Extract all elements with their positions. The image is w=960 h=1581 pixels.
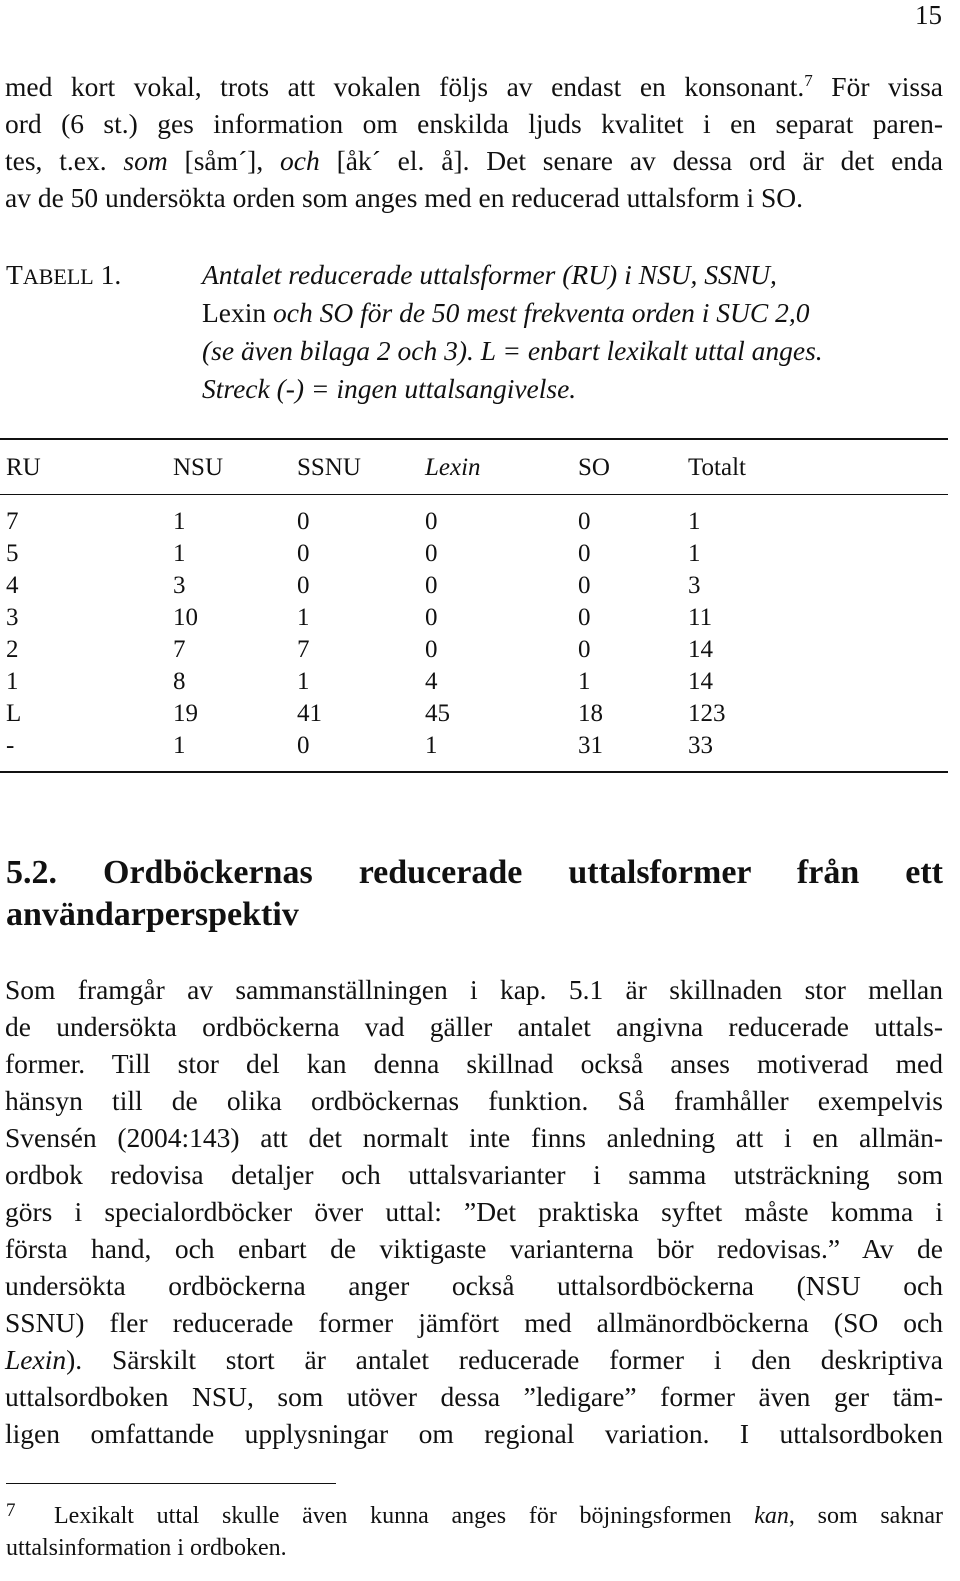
intro-word-och: och xyxy=(280,145,320,176)
intro-line-3-a: tes, t.ex. xyxy=(5,145,124,176)
section-heading xyxy=(6,852,943,936)
table-row xyxy=(6,602,808,634)
table-cell: 1 xyxy=(6,668,19,695)
body-line: Som framgår av sammanställningen i kap. 5.1 är skillnaden stor mellan xyxy=(5,974,943,1005)
body-line: undersökta ordböckerna anger också uttalsordböckerna (NSU och xyxy=(5,1270,943,1301)
footnote-separator xyxy=(6,1483,336,1484)
table-cell: 5 xyxy=(6,540,19,567)
table-header-rule xyxy=(0,494,948,495)
table-row xyxy=(6,666,808,698)
table-cell: 3 xyxy=(173,572,186,599)
table-caption xyxy=(202,256,942,408)
table-cell: 7 xyxy=(173,636,186,663)
body-line: Svensén (2004:143) att det normalt inte finns anledning att i en allmän- xyxy=(5,1122,943,1153)
table-cell: 19 xyxy=(173,700,198,727)
footnote-line-1 xyxy=(54,1500,943,1532)
caption-line-1: Antalet reducerade uttalsformer (RU) i NSU, SSNU, xyxy=(202,259,777,290)
table-cell: 3 xyxy=(6,604,19,631)
body-line: ordbok redovisa detaljer och uttalsvarianter i samma utsträckning som xyxy=(5,1159,943,1190)
data-table-body xyxy=(6,506,808,762)
table-cell: 1 xyxy=(297,668,310,695)
footnote-line-1-a: Lexikalt uttal skulle även kunna anges för böjningsformen xyxy=(54,1503,755,1529)
body-line-11-rest: ). Särskilt stort är antalet reducerade former i den deskriptiva xyxy=(66,1344,943,1375)
page-number: 15 xyxy=(915,0,942,30)
table-caption-label xyxy=(6,256,121,295)
intro-line-2: ord (6 st.) ges information om enskilda ljuds kvalitet i en separat paren- xyxy=(5,108,943,139)
body-line: de undersökta ordböckerna vad gäller antalet angivna reducerade uttals- xyxy=(5,1011,943,1042)
table-cell: 1 xyxy=(173,540,186,567)
header-so: SO xyxy=(578,454,610,481)
table-row xyxy=(6,698,808,730)
intro-line-4: av de 50 undersökta orden som anges med en reducerad uttalsform i SO. xyxy=(5,182,804,213)
header-totalt: Totalt xyxy=(688,454,746,481)
table-cell: 1 xyxy=(173,508,186,535)
footnote xyxy=(6,1500,943,1564)
table-cell: 0 xyxy=(578,572,591,599)
intro-paragraph xyxy=(5,68,943,216)
table-row xyxy=(6,570,808,602)
intro-line-3-c: [åk´ el. å]. Det senare av dessa ord är det enda xyxy=(319,145,943,176)
table-cell: 1 xyxy=(297,604,310,631)
caption-line-2-rest: och SO för de 50 mest frekventa orden i SUC 2,0 xyxy=(266,297,810,328)
table-cell: 2 xyxy=(6,636,19,663)
table-cell: 0 xyxy=(297,572,310,599)
table-row xyxy=(6,538,808,570)
table-cell: 33 xyxy=(688,732,713,759)
data-table xyxy=(6,452,808,484)
intro-line-3 xyxy=(5,142,943,179)
footnote-number: 7 xyxy=(6,1500,16,1521)
intro-line-3-b: [såm´], xyxy=(167,145,281,176)
body-line: SSNU) fler reducerade former jämfört med allmänordböckerna (SO och xyxy=(5,1307,943,1338)
body-line: uttalsordboken NSU, som utöver dessa ”ledigare” former även ger täm- xyxy=(5,1381,943,1412)
table-cell: 14 xyxy=(688,636,713,663)
body-line xyxy=(5,1341,943,1378)
table-cell: 0 xyxy=(425,636,438,663)
body-word-lexin: Lexin xyxy=(5,1344,67,1375)
table-cell: 123 xyxy=(688,700,726,727)
table-cell: 31 xyxy=(578,732,603,759)
table-cell: 1 xyxy=(425,732,438,759)
intro-line-1-text: med kort vokal, trots att vokalen följs av endast en konsonant. xyxy=(5,71,805,102)
table-cell: 0 xyxy=(578,540,591,567)
heading-line-2: användarperspektiv xyxy=(6,896,299,933)
footnote-line-1-b: , som saknar xyxy=(788,1503,943,1529)
caption-label-number: 1. xyxy=(93,259,122,290)
caption-line-3: (se även bilaga 2 och 3). L = enbart lexikalt uttal anges. xyxy=(202,335,823,366)
table-cell: 11 xyxy=(688,604,713,631)
table-cell: 8 xyxy=(173,668,186,695)
table-cell: 0 xyxy=(578,604,591,631)
table-cell: 0 xyxy=(425,508,438,535)
caption-line-2 xyxy=(202,294,942,332)
table-header-row xyxy=(6,452,808,484)
table-cell: 1 xyxy=(173,732,186,759)
table-cell: 3 xyxy=(688,572,701,599)
table-cell: 0 xyxy=(297,540,310,567)
table-top-rule xyxy=(0,438,948,440)
table-cell: 1 xyxy=(578,668,591,695)
table-cell: L xyxy=(6,700,22,727)
table-row xyxy=(6,506,808,538)
table-cell: - xyxy=(6,732,15,759)
table-cell: 0 xyxy=(578,508,591,535)
table-cell: 4 xyxy=(425,668,438,695)
table-cell: 0 xyxy=(425,604,438,631)
table-cell: 41 xyxy=(297,700,322,727)
table-cell: 7 xyxy=(297,636,310,663)
table-cell: 7 xyxy=(6,508,19,535)
body-line: görs i specialordböcker över uttal: ”Det praktiska syftet måste komma i xyxy=(5,1196,943,1227)
caption-word-lexin: Lexin xyxy=(202,297,267,328)
table-cell: 18 xyxy=(578,700,603,727)
body-paragraph xyxy=(5,971,943,1452)
caption-line-4: Streck (-) = ingen uttalsangivelse. xyxy=(202,373,577,404)
body-line: former. Till stor del kan denna skillnad också anses motiverad med xyxy=(5,1048,943,1079)
header-ssnu: SSNU xyxy=(297,454,361,481)
footnote-line-2: uttalsinformation i ordboken. xyxy=(6,1535,287,1561)
table-bottom-rule xyxy=(0,771,948,773)
body-line: ligen omfattande upplysningar om regional variation. I uttalsordboken xyxy=(5,1418,943,1449)
table-cell: 0 xyxy=(425,540,438,567)
body-line: första hand, och enbart de viktigaste varianterna bör redovisas.” Av de xyxy=(5,1233,943,1264)
heading-line-1: 5.2. Ordböckernas reducerade uttalsformer från ett xyxy=(6,854,943,891)
table-cell: 14 xyxy=(688,668,713,695)
table-cell: 10 xyxy=(173,604,198,631)
table-cell: 0 xyxy=(297,508,310,535)
intro-word-som: som xyxy=(123,145,168,176)
table-cell: 0 xyxy=(578,636,591,663)
table-cell: 1 xyxy=(688,508,701,535)
caption-label-initial: T xyxy=(6,259,23,290)
footnote-word-kan: kan xyxy=(754,1503,789,1529)
footnote-reference[interactable]: 7 xyxy=(804,71,813,90)
header-nsu: NSU xyxy=(173,454,224,481)
table-row xyxy=(6,730,808,762)
table-cell: 0 xyxy=(297,732,310,759)
table-cell: 4 xyxy=(6,572,19,599)
header-ru: RU xyxy=(6,454,41,481)
table-row xyxy=(6,634,808,666)
intro-line-1-tail: För vissa xyxy=(812,71,943,102)
body-line: hänsyn till de olika ordböckernas funktion. Så framhåller exempelvis xyxy=(5,1085,943,1116)
intro-line-1 xyxy=(5,68,943,105)
caption-label-smallcaps: ABELL xyxy=(22,264,94,289)
table-cell: 0 xyxy=(425,572,438,599)
table-cell: 45 xyxy=(425,700,450,727)
header-lexin: Lexin xyxy=(425,454,481,481)
table-cell: 1 xyxy=(688,540,701,567)
